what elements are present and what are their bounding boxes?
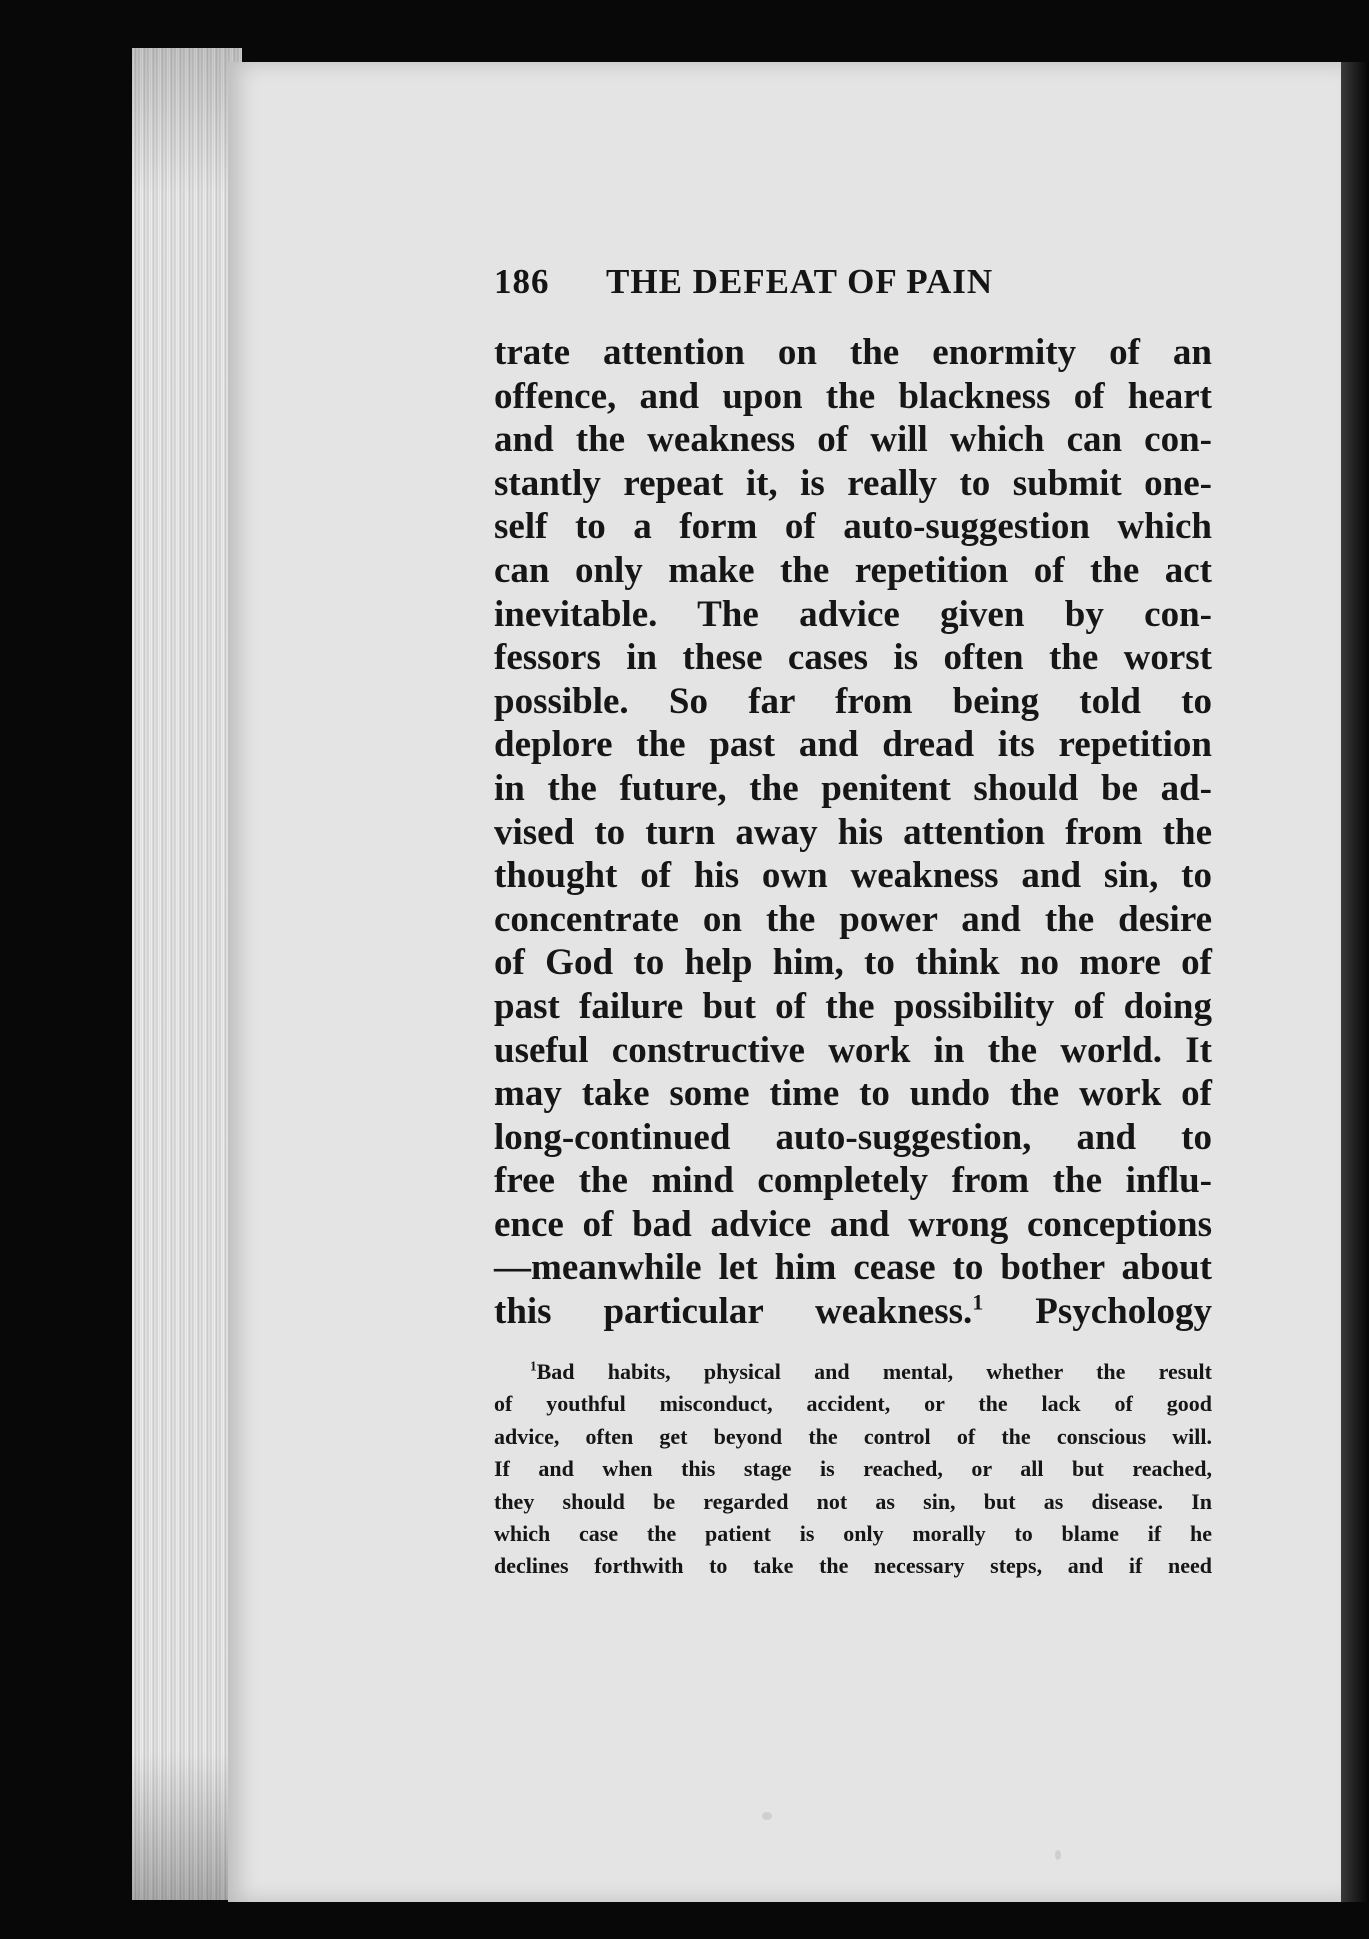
body-text [494,331,1212,1334]
body-line: trate attention on the enormity of an [494,332,1212,373]
body-line: long-continued auto-suggestion, and to [494,1116,1212,1158]
body-line: can only make the repetition of the act [494,549,1212,591]
scan-speck [762,1812,772,1820]
page-edges [132,48,242,1900]
footnote-line: If and when this stage is reached, or all but reached, [494,1456,1212,1482]
body-line: of God to help him, to think no more of [494,942,1212,984]
body-line: vised to turn away his attention from the [494,811,1212,853]
body-last-line-end: Psychology [1035,1291,1213,1333]
footnote-first-text: Bad habits, physical and mental, whether the result [536,1359,1212,1384]
footnote-line: advice, often get beyond the control of the conscious will. [494,1423,1212,1449]
body-line: offence, and upon the blackness of heart [494,375,1212,417]
body-last-line-start: this particular weakness. [494,1291,973,1333]
footnote-line: declines forthwith to take the necessary steps, and if need [494,1553,1212,1579]
body-line: stantly repeat it, is really to submit one- [494,462,1212,504]
footnote-marker: 1 [530,1358,537,1374]
running-title: THE DEFEAT OF PAIN [606,262,994,301]
running-head [494,262,1214,312]
body-line: —meanwhile let him cease to bother about [494,1247,1212,1289]
footnote-line: they should be regarded not as sin, but as disease. In [494,1488,1212,1514]
body-line: deplore the past and dread its repetition [494,724,1212,766]
body-line: ence of bad advice and wrong conceptions [494,1203,1212,1245]
body-line: and the weakness of will which can con- [494,419,1212,461]
binding-shadow [1341,62,1369,1902]
body-line: past failure but of the possibility of doing [494,985,1212,1027]
page-number: 186 [494,262,550,301]
body-line: possible. So far from being told to [494,680,1212,722]
body-line: self to a form of auto-suggestion which [494,506,1212,548]
body-line: may take some time to undo the work of [494,1073,1212,1115]
body-line: inevitable. The advice given by con- [494,593,1212,635]
body-line: in the future, the penitent should be ad- [494,767,1212,809]
scan-speck [1055,1850,1061,1860]
body-line: thought of his own weakness and sin, to [494,855,1212,897]
body-line: free the mind completely from the influ- [494,1160,1212,1202]
footnote-line: which case the patient is only morally to blame if he [494,1520,1212,1546]
footnote [494,1356,1212,1583]
footnote-first-line [494,1356,1212,1388]
body-line: useful constructive work in the world. It [494,1029,1212,1071]
body-line: fessors in these cases is often the worst [494,637,1212,679]
body-line: concentrate on the power and the desire [494,898,1212,940]
footnote-reference: 1 [972,1289,984,1315]
footnote-line: of youthful misconduct, accident, or the lack of good [494,1391,1212,1417]
body-last-line [494,1290,1212,1334]
